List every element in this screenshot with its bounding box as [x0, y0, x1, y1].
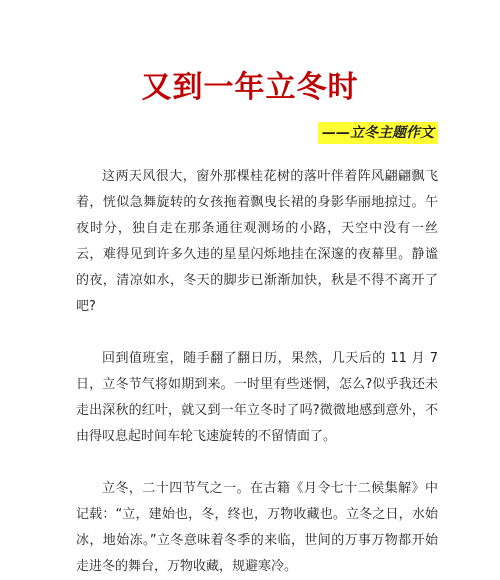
document-subtitle: ——立冬主题作文: [318, 122, 438, 144]
paragraph-1: 这两天风很大，窗外那棵桂花树的落叶伴着阵风翩翩飘飞着，恍似急舞旋转的女孩拖着飘曳长裙的身影华丽地掠过。午夜时分，独自走在那条通往观测场的小路，天空中没有一丝云，难得见到许多久违的星星闪烁地挂在深邃的夜幕里。静谧的夜，清凉如水，冬天的脚步已渐渐加快，秋是不得不离开了吧?: [76, 169, 438, 314]
subtitle-container: [318, 122, 438, 144]
paragraph-2: 回到值班室，随手翻了翻日历，果然，几天后的 11 月 7 日，立冬节气将如期到来。一时里有些迷惘，怎么?似乎我还未走出深秋的红叶，就又到一年立冬时了吗?微微地感到意外，不由得叹息起时间车轮飞速旋转的不留情面了。: [76, 351, 438, 444]
document-body: [76, 164, 438, 580]
paragraph-3: 立冬，二十四节气之一。在古籍《月令七十二候集解》中记载：“立，建始也，冬，终也，万物收藏也。立冬之日，水始冰，地始冻。”立冬意味着冬季的来临，世间的万事万物都开始走进冬的舞台，万物收藏，规避寒冷。: [76, 481, 438, 574]
document-title: 又到一年立冬时: [141, 70, 359, 105]
